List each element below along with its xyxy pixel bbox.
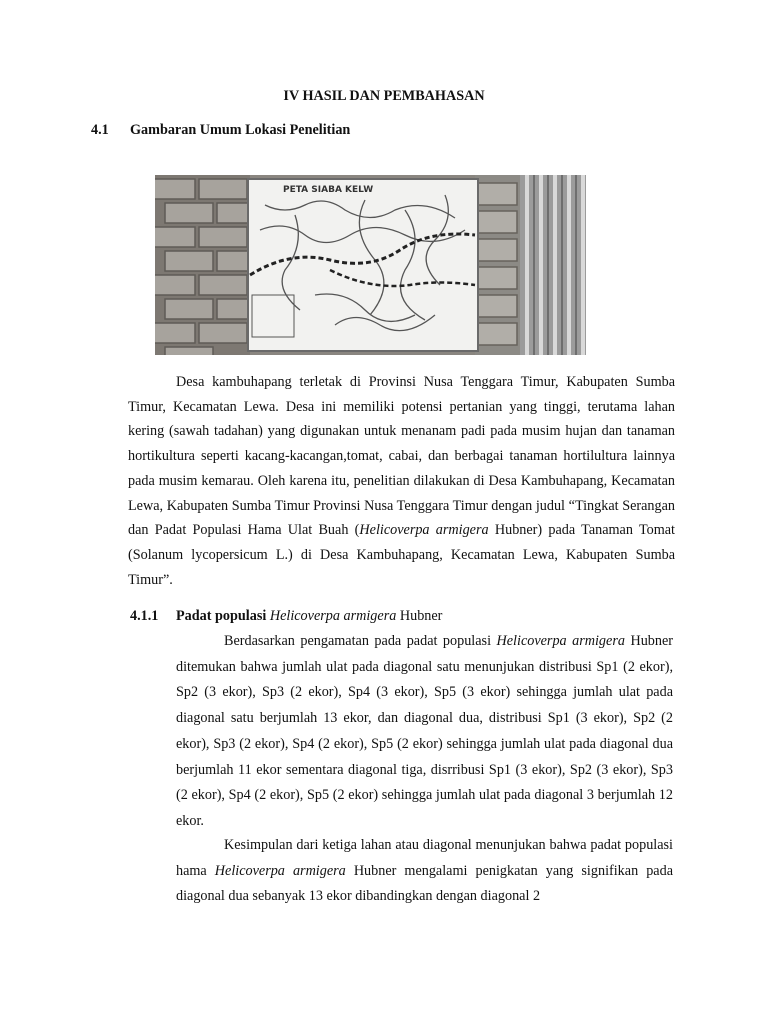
map-photo-image bbox=[155, 175, 586, 355]
paragraph-population bbox=[176, 629, 673, 835]
subsection-title-species: Helicoverpa armigera bbox=[269, 608, 397, 624]
p2-species: Helicoverpa armigera bbox=[496, 633, 625, 649]
subsection-title-a: Padat populasi bbox=[176, 608, 270, 624]
subsection-number: 4.1.1 bbox=[130, 608, 159, 624]
subsection-title-c: Hubner bbox=[396, 608, 443, 624]
subsection-heading bbox=[130, 608, 442, 625]
section-heading bbox=[91, 122, 350, 139]
p3-species: Helicoverpa armigera bbox=[214, 862, 346, 879]
p1-text-c: Hubner) pada Tanaman Tomat (Solanum lycopersicum L.) di Desa Kambuhapang, Kecamatan Lewa, Kabupaten Sumba Timur”. bbox=[128, 522, 675, 588]
section-title: Gambaran Umum Lokasi Penelitian bbox=[130, 122, 351, 138]
p2-text-a: Berdasarkan pengamatan pada padat populasi bbox=[224, 633, 497, 649]
chapter-title: IV HASIL DAN PEMBAHASAN bbox=[283, 88, 485, 104]
map-photo bbox=[155, 175, 586, 355]
paragraph-conclusion bbox=[176, 833, 673, 910]
p1-text-a: Desa kambuhapang terletak di Provinsi Nusa Tenggara Timur, Kabupaten Sumba Timur, Kecamatan Lewa. Desa ini memiliki potensi pertanian yang tinggi, terutama lahan kering (sawah tadahan) yang digunakan untuk menanam padi pada musim hujan dan tanaman hortikultura seperti kacang-kacangan,tomat, cabai, dan berbagai tanaman hortilultura lainnya pada musim kemarau. Oleh karena itu, penelitian dilakukan di Desa Kambuhapang, Kecamatan Lewa, Kabupaten Sumba Timur Provinsi Nusa Tenggara Timur dengan judul “Tingkat Serangan dan Padat Populasi Hama Ulat Buah ( bbox=[128, 374, 675, 539]
p2-text-c: Hubner ditemukan bahwa jumlah ulat pada diagonal satu menunjukan distribusi Sp1 (2 ekor), Sp2 (3 ekor), Sp3 (2 ekor), Sp4 (3 ekor), Sp5 (3 ekor) sehingga jumlah ulat pada diagonal satu berjumlah 13 ekor, dan diagonal dua, distribusi Sp1 (3 ekor), Sp2 (2 ekor), Sp3 (2 ekor), Sp4 (2 ekor), Sp5 (2 ekor) sehingga jumlah ulat pada diagonal dua berjumlah 11 ekor sementara diagonal tiga, disrribusi Sp1 (3 ekor), Sp2 (3 ekor), Sp3 (2 ekor), Sp4 (2 ekor), Sp5 (2 ekor) sehingga jumlah ulat pada diagonal 3 berjumlah 12 ekor. bbox=[176, 633, 673, 829]
p1-species: Helicoverpa armigera bbox=[359, 522, 489, 539]
p3-text-a: Kesimpulan dari ketiga lahan atau diagonal menunjukan bahwa padat populasi hama bbox=[176, 837, 673, 879]
map-title-text: PETA SIABA KELW bbox=[283, 185, 374, 195]
p3-text-c: Hubner mengalami penigkatan yang signifikan pada diagonal dua sebanyak 13 ekor dibandingkan dengan diagonal 2 bbox=[176, 862, 673, 905]
section-number: 4.1 bbox=[91, 122, 109, 138]
paragraph-location bbox=[128, 370, 675, 592]
